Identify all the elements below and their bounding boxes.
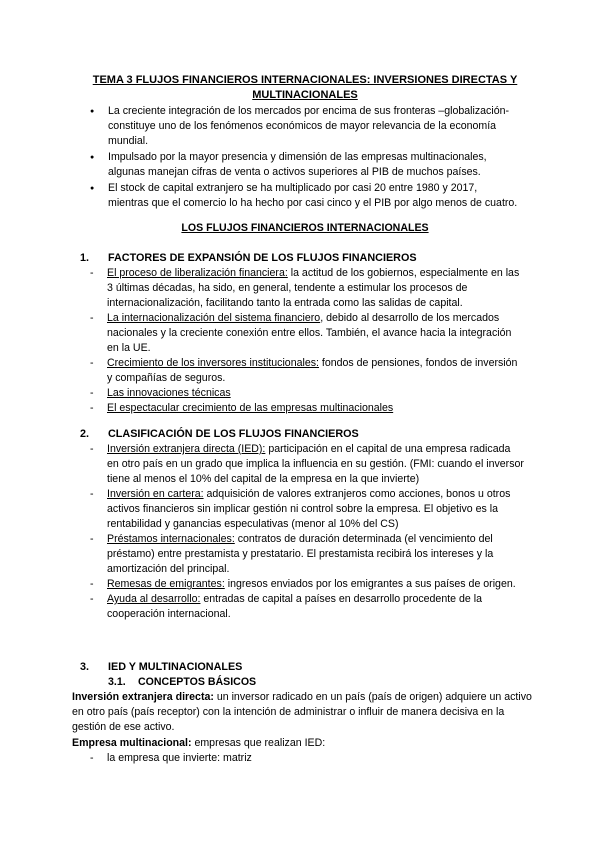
item-term: Las innovaciones técnicas [107,387,231,399]
item-text: ingresos enviados por los emigrantes a sus países de origen. [224,578,516,590]
definition-text: empresas que realizan IED: [191,737,326,749]
item-term: La internacionalización del sistema financiero [107,312,321,324]
list-item [90,356,525,386]
definition-paragraph [72,690,532,735]
section-1-list [90,266,525,416]
intro-bullet-list [90,104,520,212]
list-item [90,487,525,532]
item-text: entradas de capital a países en desarrollo procedente de la cooperación internacional. [107,593,482,620]
list-item: - la empresa que invierte: matriz [90,751,525,766]
subsection-number: 3.1. [108,676,126,688]
list-item [90,386,525,401]
section-2-list [90,442,525,622]
section-title: CLASIFICACIÓN DE LOS FLUJOS FINANCIEROS [108,428,359,440]
intro-bullet: ● El stock de capital extranjero se ha multiplicado por casi 20 entre 1980 y 2017, mientras que el comercio lo ha hecho por casi cinco y el PIB por algo menos de cuatro. [90,181,520,211]
section-1-heading [80,251,417,266]
list-item [90,311,525,356]
item-text: adquisición de valores extranjeros como acciones, bonos u otros activos financieros sin implicar gestión ni control sobre la empresa. El objetivo es la rentabilidad y ganancias especulativas (menor al 10% del CS) [107,488,511,530]
section-number: 1. [80,252,90,264]
item-term: El proceso de liberalización financiera: [107,267,288,279]
list-item [90,592,525,622]
definition-paragraph [72,736,532,751]
item-text: , debido al desarrollo de los mercados nacionales y la creciente conexión entre ellos. También, el avance hacia la integración en la UE. [107,312,512,354]
item-text: la actitud de los gobiernos, especialmente en las 3 últimas décadas, ha sido, en general, tendente a estimular los procesos de internacionalización, facilitando tanto la entrada como las salidas de capital. [107,267,520,309]
section-2-heading [80,427,359,442]
list-item [90,577,525,592]
section-number: 3. [80,661,90,673]
section-title: FACTORES DE EXPANSIÓN DE LOS FLUJOS FINANCIEROS [108,252,417,264]
item-term: Remesas de emigrantes: [107,578,225,590]
intro-bullet: ● La creciente integración de los mercados por encima de sus fronteras –globalización- constituye uno de los fenómenos económicos de mayor relevancia de la economía mundial. [90,104,520,149]
list-item [90,401,525,416]
section-3-heading [80,660,242,675]
item-term: Inversión en cartera: [107,488,204,500]
item-term: El espectacular crecimiento de las empresas multinacionales [107,402,394,414]
section-3-list [90,751,525,766]
item-text: fondos de pensiones, fondos de inversión y compañías de seguros. [107,357,518,384]
item-text: participación en el capital de una empresa radicada en otro país en un grado que implica la influencia en su gestión. (FMI: cuando el inversor tiene al menos el 10% del capital de la empresa en la que invierte) [107,443,524,485]
definition-term: Empresa multinacional: [72,737,192,749]
section-heading: LOS FLUJOS FINANCIEROS INTERNACIONALES [181,222,429,234]
item-term: Crecimiento de los inversores institucionales: [107,357,319,369]
document-title: TEMA 3 FLUJOS FINANCIEROS INTERNACIONALES: INVERSIONES DIRECTAS Y MULTINACIONALES [92,74,518,101]
item-term: Inversión extranjera directa (IED): [107,443,266,455]
item-term: Ayuda al desarrollo: [107,593,201,605]
intro-bullet: ● Impulsado por la mayor presencia y dimensión de las empresas multinacionales, algunas manejan cifras de venta o activos superiores al PIB de muchos países. [90,150,520,180]
subsection-title: CONCEPTOS BÁSICOS [138,676,257,688]
item-term: Préstamos internacionales: [107,533,235,545]
subsection-heading [108,675,256,690]
item-text: contratos de duración determinada (el vencimiento del préstamo) entre prestamista y prestatario. El prestamista recibirá los intereses y la amortización del principal. [107,533,494,575]
list-item [90,266,525,311]
definition-term: Inversión extranjera directa: [72,691,214,703]
section-number: 2. [80,428,90,440]
section-title: IED Y MULTINACIONALES [108,661,243,673]
definition-text: un inversor radicado en un país (país de origen) adquiere un activo en otro país (país receptor) con la intención de administrar o influir de manera decisiva en la gestión de ese activo. [72,691,532,733]
list-item [90,442,525,487]
list-item [90,532,525,577]
